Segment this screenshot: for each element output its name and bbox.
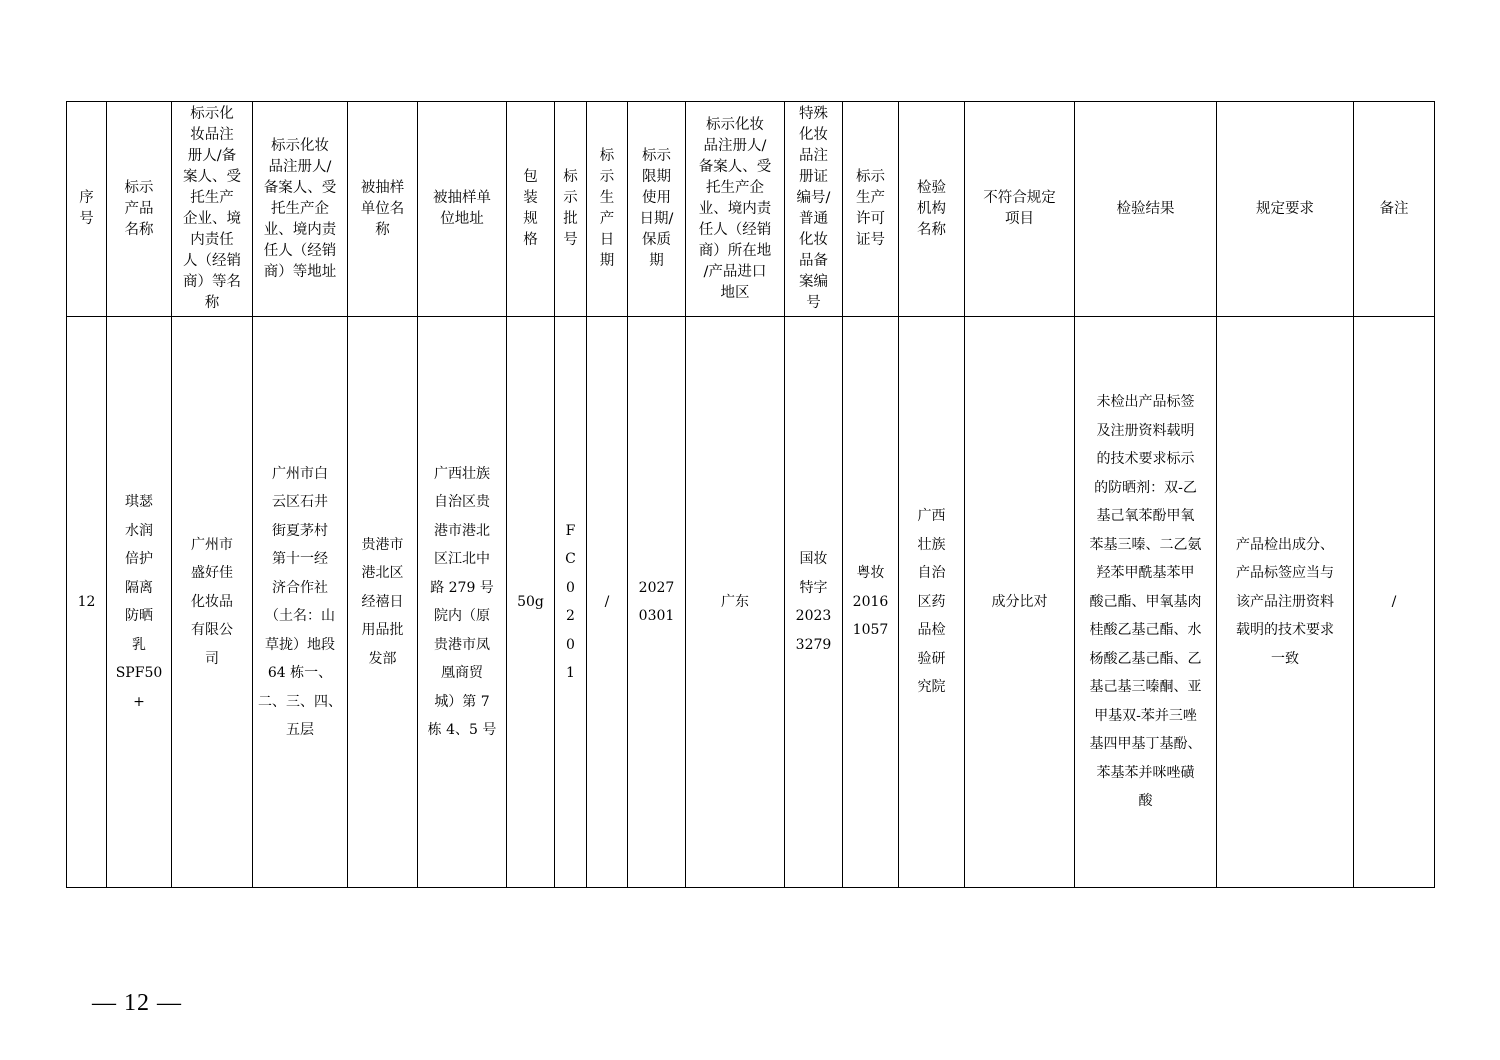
table-row	[67, 317, 1435, 888]
cell-nonconforming-item: 成分比对	[965, 317, 1075, 888]
header-seq: 序 号	[67, 102, 107, 317]
table-header-row	[67, 102, 1435, 317]
header-nonconforming-item: 不符合规定 项目	[965, 102, 1075, 317]
header-registration-number: 特殊 化妆 品注 册证 编号/ 普通 化妆 品备 案编 号	[785, 102, 843, 317]
cell-inspection-agency: 广西 壮族 自治 区药 品检 验研 究院	[899, 317, 965, 888]
cell-batch-number: F C 0 2 0 1	[555, 317, 587, 888]
cell-product-name: 琪瑟 水润 倍护 隔离 防晒 乳 SPF50 +	[107, 317, 172, 888]
header-sampled-unit-address: 被抽样单 位地址	[418, 102, 507, 317]
header-batch-number: 标 示 批 号	[555, 102, 587, 317]
cell-remark: /	[1354, 317, 1435, 888]
cell-sampled-unit-address: 广西壮族 自治区贵 港市港北 区江北中 路 279 号 院内（原 贵港市凤 凰商贸 城）第 7 栋 4、5 号	[418, 317, 507, 888]
cell-seq: 12	[67, 317, 107, 888]
header-inspection-result: 检验结果	[1075, 102, 1217, 317]
inspection-results-table	[66, 101, 1435, 888]
cell-inspection-result: 未检出产品标签 及注册资料载明 的技术要求标示 的防晒剂：双-乙 基己氧苯酚甲氧 苯基三嗪、二乙氨 羟苯甲酰基苯甲 酸己酯、甲氧基肉 桂酸乙基己酯、水 杨酸乙基己酯、乙 基己基三嗪酮、亚 甲基双-苯并三唑 基四甲基丁基酚、 苯基苯并咪唑磺 酸	[1075, 317, 1217, 888]
cell-registration-number: 国妆 特字 2023 3279	[785, 317, 843, 888]
header-production-license: 标示 生产 许可 证号	[843, 102, 899, 317]
header-registrant-name: 标示化 妆品注 册人/备 案人、受 托生产 企业、境 内责任 人（经销 商）等名 称	[172, 102, 253, 317]
page-number: — 12 —	[92, 990, 182, 1016]
header-registrant-address: 标示化妆 品注册人/ 备案人、受 托生产企 业、境内责 任人（经销 商）等地址	[253, 102, 348, 317]
header-package-spec: 包 装 规 格	[507, 102, 555, 317]
header-inspection-agency: 检验 机构 名称	[899, 102, 965, 317]
cell-sampled-unit-name: 贵港市 港北区 经禧日 用品批 发部	[348, 317, 418, 888]
header-requirement: 规定要求	[1217, 102, 1354, 317]
header-remark: 备注	[1354, 102, 1435, 317]
header-production-date: 标 示 生 产 日 期	[587, 102, 628, 317]
cell-registrant-address: 广州市白 云区石井 街夏茅村 第十一经 济合作社 （土名：山 草拢）地段 64 栋一、 二、三、四、 五层	[253, 317, 348, 888]
header-product-name: 标示 产品 名称	[107, 102, 172, 317]
header-sampled-unit-name: 被抽样 单位名 称	[348, 102, 418, 317]
cell-requirement: 产品检出成分、 产品标签应当与 该产品注册资料 载明的技术要求 一致	[1217, 317, 1354, 888]
cell-registrant-name: 广州市 盛好佳 化妆品 有限公 司	[172, 317, 253, 888]
header-expiry-date: 标示 限期 使用 日期/ 保质 期	[628, 102, 686, 317]
cell-production-date: /	[587, 317, 628, 888]
header-origin-region: 标示化妆 品注册人/ 备案人、受 托生产企 业、境内责 任人（经销 商）所在地 /产品进口 地区	[686, 102, 785, 317]
cell-production-license: 粤妆 2016 1057	[843, 317, 899, 888]
cell-package-spec: 50g	[507, 317, 555, 888]
cell-origin-region: 广东	[686, 317, 785, 888]
cell-expiry-date: 2027 0301	[628, 317, 686, 888]
